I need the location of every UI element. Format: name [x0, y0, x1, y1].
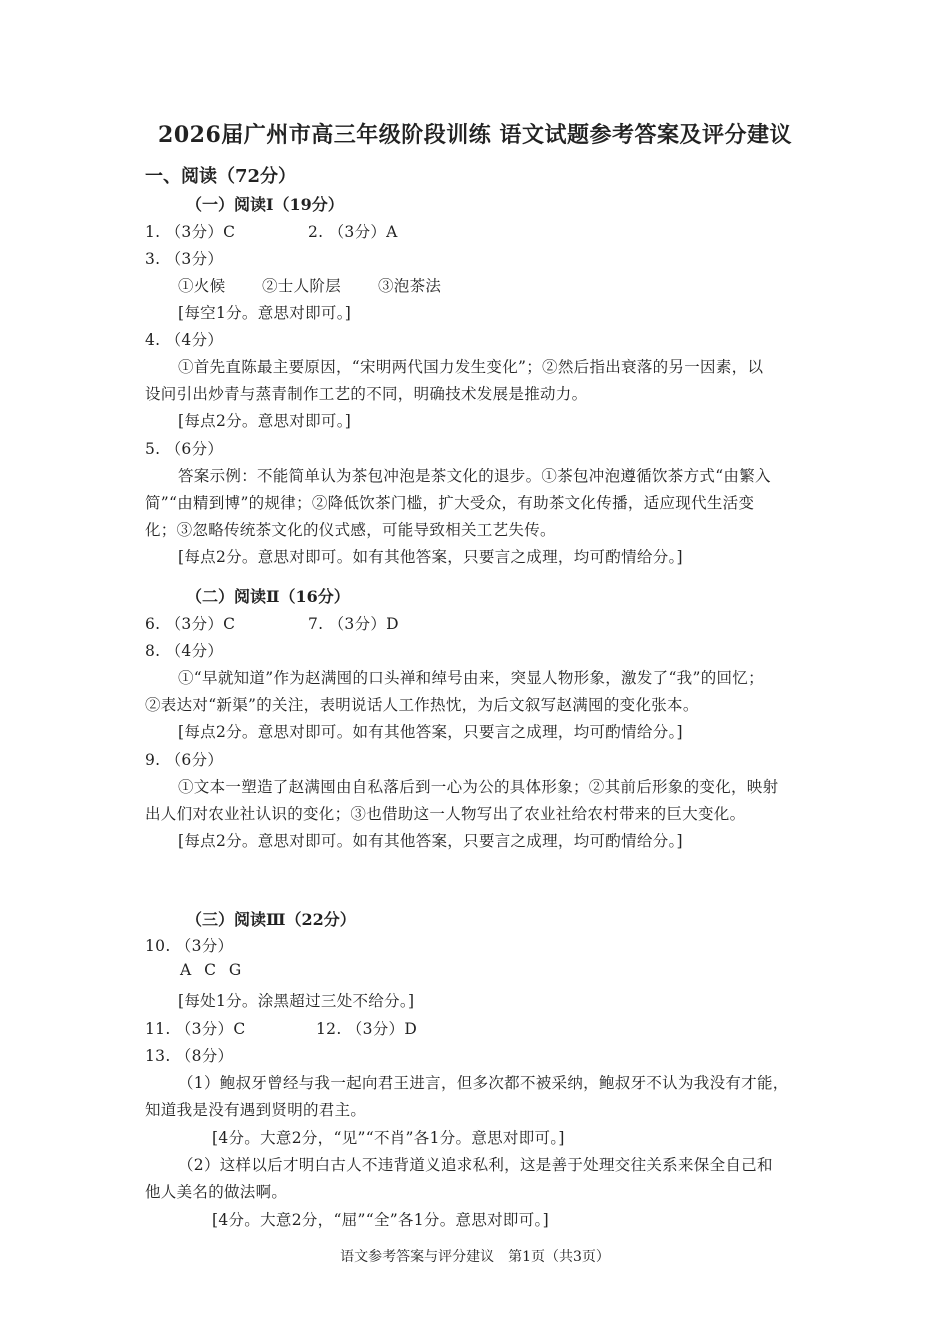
answer-q8-line-2: ②表达对“新渠”的关注，表明说话人工作热忱，为后文叙写赵满囤的变化张本。 [145, 696, 699, 714]
answer-q9: 9. （6分） [145, 751, 224, 769]
answer-q8-line-1: ①“早就知道”作为赵满囤的口头禅和绰号由来，突显人物形象，激发了“我”的回忆； [178, 669, 764, 687]
answer-q5: 5. （6分） [145, 440, 224, 458]
answer-q13-1-line-2: 知道我是没有遇到贤明的君主。 [145, 1101, 367, 1119]
scoring-note-q9: [每点2分。意思对即可。如有其他答案，只要言之成理，均可酌情给分。] [178, 832, 683, 850]
answer-q9-line-1: ①文本一塑造了赵满囤由自私落后到一心为公的具体形象；②其前后形象的变化，映射 [178, 778, 779, 796]
answer-q5-line-3: 化；③忽略传统茶文化的仪式感，可能导致相关工艺失传。 [145, 521, 556, 539]
part-heading-reading-3: （三）阅读Ⅲ（22分） [186, 910, 356, 929]
scoring-note-q13-2: [4分。大意2分，“屈”“全”各1分。意思对即可。] [212, 1211, 549, 1229]
part-heading-reading-1: （一）阅读Ⅰ（19分） [186, 195, 344, 214]
answer-q5-line-1: 答案示例：不能简单认为茶包冲泡是茶文化的退步。①茶包冲泡遵循饮茶方式“由繁入 [178, 467, 771, 485]
answer-q3: 3. （3分） [145, 250, 224, 268]
part-heading-reading-2: （二）阅读Ⅱ（16分） [186, 587, 350, 606]
answer-q13: 13. （8分） [145, 1047, 234, 1065]
section-heading-reading: 一、阅读（72分） [145, 166, 297, 187]
answer-q10: 10. （3分） [145, 937, 234, 955]
answer-q4-line-1: ①首先直陈最主要原因，“宋明两代国力发生变化”；②然后指出衰落的另一因素，以 [178, 358, 764, 376]
answer-q13-2-line-1: （2）这样以后才明白古人不违背道义追求私利，这是善于处理交往关系来保全自己和 [178, 1156, 773, 1174]
answer-q2: 2. （3分）A [308, 223, 398, 241]
answer-q3-item-3: ③泡茶法 [378, 277, 442, 295]
answer-q7: 7. （3分）D [308, 615, 399, 633]
answer-q5-line-2: 简”“由精到博”的规律；②降低饮茶门槛，扩大受众，有助茶文化传播，适应现代生活变 [145, 494, 755, 512]
page-title: 2026届广州市高三年级阶段训练 语文试题参考答案及评分建议 [158, 122, 792, 148]
answer-q11: 11. （3分）C [145, 1020, 246, 1038]
answer-q1: 1. （3分）C [145, 223, 236, 241]
answer-q6: 6. （3分）C [145, 615, 236, 633]
scoring-note-q10: [每处1分。涂黑超过三处不给分。] [178, 992, 415, 1010]
answer-q12: 12. （3分）D [316, 1020, 418, 1038]
scoring-note-q13-1: [4分。大意2分，“见”“不肖”各1分。意思对即可。] [212, 1129, 565, 1147]
answer-q8: 8. （4分） [145, 642, 224, 660]
answer-q13-2-line-2: 他人美名的做法啊。 [145, 1183, 288, 1201]
answer-q4-line-2: 设问引出炒青与蒸青制作工艺的不同，明确技术发展是推动力。 [145, 385, 588, 403]
scoring-note-q8: [每点2分。意思对即可。如有其他答案，只要言之成理，均可酌情给分。] [178, 723, 683, 741]
scoring-note-q5: [每点2分。意思对即可。如有其他答案，只要言之成理，均可酌情给分。] [178, 548, 683, 566]
answer-q13-1-line-1: （1）鲍叔牙曾经与我一起向君王进言，但多次都不被采纳，鲍叔牙不认为我没有才能， [178, 1074, 789, 1092]
answer-q10-choices: A C G [180, 961, 246, 979]
page-footer: 语文参考答案与评分建议 第1页（共3页） [340, 1249, 610, 1265]
answer-q3-item-1: ①火候 [178, 277, 226, 295]
scoring-note-q3: [每空1分。意思对即可。] [178, 304, 352, 322]
answer-q4: 4. （4分） [145, 331, 224, 349]
answer-q3-item-2: ②士人阶层 [262, 277, 342, 295]
scoring-note-q4: [每点2分。意思对即可。] [178, 412, 352, 430]
answer-q9-line-2: 出人们对农业社认识的变化；③也借助这一人物写出了农业社给农村带来的巨大变化。 [145, 805, 746, 823]
